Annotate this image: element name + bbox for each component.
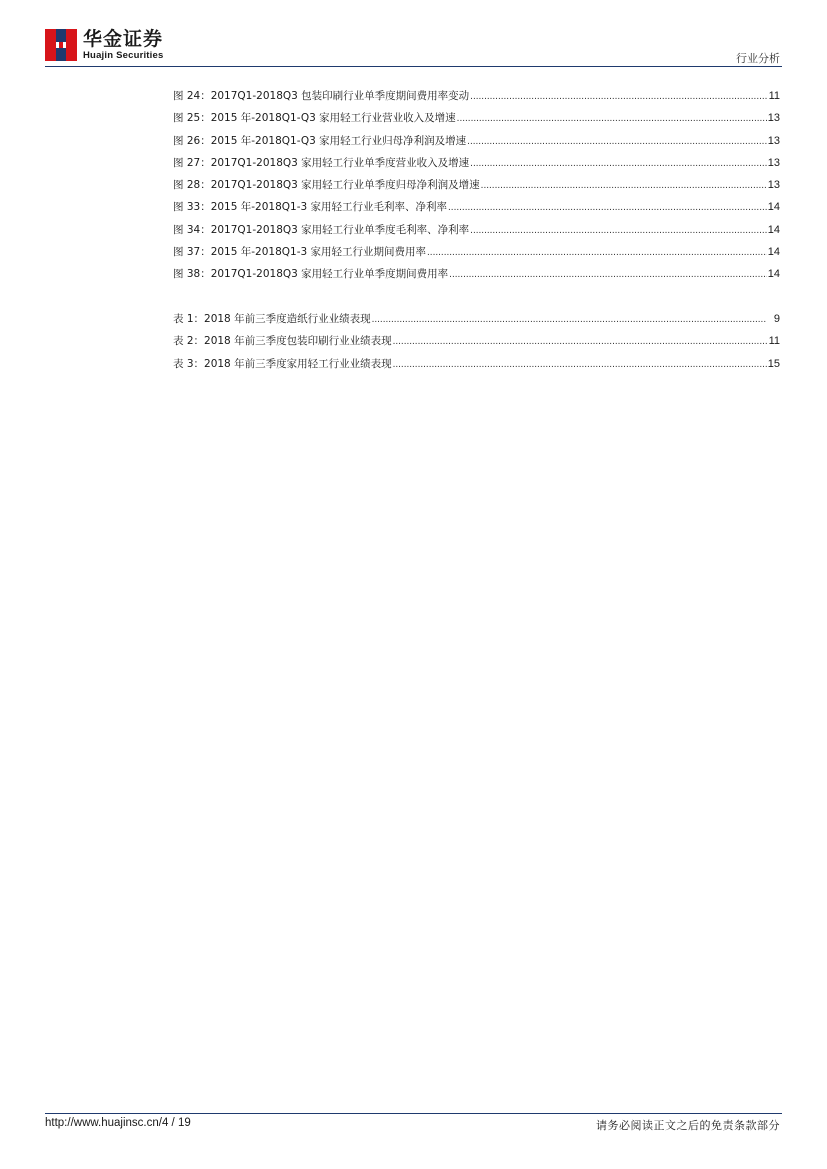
footer-disclaimer: 请务必阅读正文之后的免责条款部分 [596, 1119, 780, 1132]
entry-title: 图 27：2017Q1-2018Q3 家用轻工行业单季度营业收入及增速 [173, 156, 470, 169]
huajin-logo-icon [45, 29, 77, 61]
entry-title: 表 3：2018 年前三季度家用轻工行业业绩表现 [173, 357, 392, 370]
entry-title: 图 28：2017Q1-2018Q3 家用轻工行业单季度归母净利润及增速 [173, 179, 480, 192]
entry-page-number: 13 [767, 134, 780, 147]
entry-title: 图 37：2015 年-2018Q1-3 家用轻工行业期间费用率 [173, 246, 427, 259]
figure-index-entry[interactable] [173, 155, 780, 177]
entry-page-number: 14 [767, 201, 780, 214]
entry-page-number: 11 [768, 335, 780, 348]
entry-title: 图 33：2015 年-2018Q1-3 家用轻工行业毛利率、净利率 [173, 201, 448, 214]
figure-index-entry[interactable] [173, 199, 780, 221]
report-category: 行业分析 [736, 52, 780, 65]
figure-index-entry[interactable] [173, 244, 780, 266]
entry-title: 图 26：2015 年-2018Q1-Q3 家用轻工行业归母净利润及增速 [173, 134, 467, 147]
figure-index-entry[interactable] [173, 133, 780, 155]
entry-page-number: 14 [767, 268, 780, 281]
table-index-list [173, 311, 780, 378]
dot-leader [372, 314, 767, 325]
dot-leader [427, 247, 767, 258]
footer-divider [45, 1113, 782, 1114]
dot-leader [449, 269, 767, 280]
entry-page-number: 13 [767, 156, 780, 169]
entry-page-number: 13 [767, 112, 780, 125]
footer-url-page[interactable]: http://www.huajinsc.cn/4 / 19 [45, 1117, 191, 1129]
figure-index-list [173, 88, 780, 289]
header-divider [45, 66, 782, 67]
entry-page-number: 14 [767, 246, 780, 259]
figure-index-entry[interactable] [173, 177, 780, 199]
entry-page-number: 9 [773, 313, 780, 325]
page-header [45, 28, 782, 66]
table-index-entry[interactable] [173, 333, 780, 355]
entry-title: 图 38：2017Q1-2018Q3 家用轻工行业单季度期间费用率 [173, 268, 449, 281]
figure-index-entry[interactable] [173, 88, 780, 110]
entry-title: 表 1：2018 年前三季度造纸行业业绩表现 [173, 313, 371, 325]
entry-page-number: 15 [767, 357, 780, 370]
entry-page-number: 13 [767, 179, 780, 192]
dot-leader [481, 180, 767, 191]
figure-index-entry[interactable] [173, 110, 780, 132]
table-index-entry[interactable] [173, 356, 780, 378]
entry-page-number: 11 [768, 90, 780, 102]
dot-leader [470, 158, 767, 169]
dot-leader [467, 136, 767, 147]
dot-leader [470, 225, 767, 236]
dot-leader [470, 91, 767, 102]
dot-leader [393, 359, 767, 370]
company-logo [45, 28, 163, 64]
logo-english-name: Huajin Securities [83, 50, 164, 61]
dot-leader [457, 113, 767, 124]
entry-title: 图 25：2015 年-2018Q1-Q3 家用轻工行业营业收入及增速 [173, 112, 456, 125]
dot-leader [448, 202, 767, 213]
entry-title: 图 34：2017Q1-2018Q3 家用轻工行业单季度毛利率、净利率 [173, 223, 470, 236]
figure-index-entry[interactable] [173, 222, 780, 244]
entry-title: 图 24：2017Q1-2018Q3 包装印刷行业单季度期间费用率变动 [173, 90, 470, 102]
logo-chinese-name: 华金证券 [83, 28, 164, 50]
entry-page-number: 14 [767, 223, 780, 236]
dot-leader [393, 336, 767, 347]
entry-title: 表 2：2018 年前三季度包装印刷行业业绩表现 [173, 335, 392, 348]
table-index-entry[interactable] [173, 311, 780, 333]
figure-index-entry[interactable] [173, 266, 780, 288]
